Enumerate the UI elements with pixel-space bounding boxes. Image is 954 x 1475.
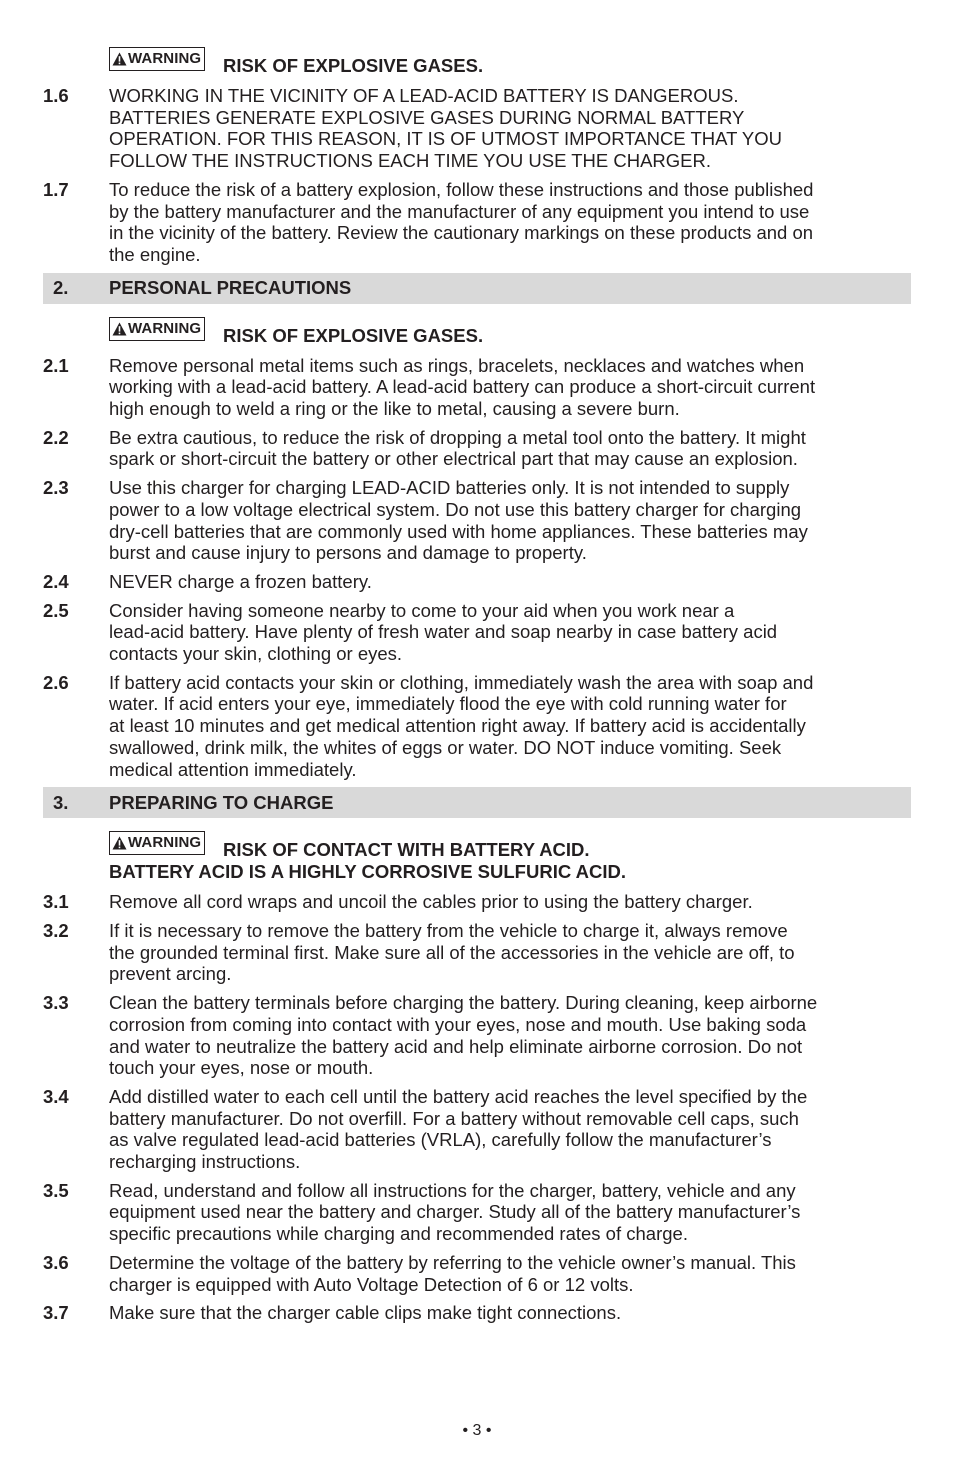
section-title: PERSONAL PRECAUTIONS <box>109 277 352 299</box>
warning-label: WARNING <box>128 319 202 337</box>
list-item <box>0 1302 954 1324</box>
section-number: 3. <box>53 791 69 813</box>
list-item <box>0 427 954 470</box>
list-item <box>0 179 954 266</box>
warning-triangle-icon <box>112 52 127 66</box>
item-text: Add distilled water to each cell until the battery acid reaches the level specified by the battery manufacturer. Do not overfill. For a battery without removable cell caps, such as valve regulated lead-acid batteries (VRLA), carefully follow the manufacturer’s recharging instructions. <box>109 1085 808 1173</box>
warning-heading: RISK OF EXPLOSIVE GASES. <box>223 55 484 76</box>
item-text: Read, understand and follow all instructions for the charger, battery, vehicle and any equipment used near the battery and charger. Study all of the battery manufacturer’s specific precautions while charging and recommended rates of charge. <box>109 1179 801 1245</box>
warning-badge <box>109 831 205 855</box>
list-item <box>0 600 954 665</box>
list-item <box>0 85 954 172</box>
warning-badge <box>109 317 205 341</box>
item-text: Be extra cautious, to reduce the risk of dropping a metal tool onto the battery. It might spark or short-circuit the battery or other electrical part that may cause an explosion. <box>109 426 806 470</box>
item-text: To reduce the risk of a battery explosion, follow these instructions and those published by the battery manufacturer and the manufacturer of any equipment you intend to use in the vicinity of the battery. Review the cautionary markings on these products and on the engine. <box>109 178 814 265</box>
section-number: 2. <box>53 277 69 299</box>
item-number: 3.5 <box>43 1179 69 1201</box>
list-item <box>0 920 954 985</box>
list-item <box>0 1086 954 1173</box>
warning-badge <box>109 47 205 71</box>
list-item <box>0 1252 954 1295</box>
item-number: 2.1 <box>43 354 69 376</box>
warning-label: WARNING <box>128 834 202 852</box>
list-item <box>0 355 954 420</box>
warning-heading: RISK OF CONTACT WITH BATTERY ACID. <box>223 839 590 861</box>
item-text: Clean the battery terminals before charging the battery. During cleaning, keep airborne corrosion from coming into contact with your eyes, nose and mouth. Use baking soda and water to neutralize the battery acid and help eliminate airborne corrosion. Do not touch your eyes, nose or mouth. <box>109 992 818 1079</box>
warning-triangle-icon <box>112 322 127 336</box>
item-text: Remove all cord wraps and uncoil the cables prior to using the battery charger. <box>109 891 753 913</box>
item-number: 2.3 <box>43 477 69 499</box>
item-number: 2.4 <box>43 570 69 592</box>
list-item <box>0 1180 954 1245</box>
item-text: Remove personal metal items such as rings, bracelets, necklaces and watches when working with a lead-acid battery. A lead-acid battery can produce a short-circuit current high enough to weld a ring or the like to metal, causing a severe burn. <box>109 354 816 420</box>
item-text: Determine the voltage of the battery by referring to the vehicle owner’s manual. This charger is equipped with Auto Voltage Detection of 6 or 12 volts. <box>109 1251 796 1295</box>
section-title: PREPARING TO CHARGE <box>109 791 334 813</box>
list-item <box>0 992 954 1079</box>
warning-triangle-icon <box>112 836 127 850</box>
warning-heading: RISK OF EXPLOSIVE GASES. <box>223 324 484 346</box>
item-text: If it is necessary to remove the battery from the vehicle to charge it, always remove the grounded terminal first. Make sure all of the accessories in the vehicle are off, to prevent arcing. <box>109 919 795 985</box>
item-number: 1.7 <box>43 178 69 200</box>
item-number: 3.4 <box>43 1085 69 1107</box>
item-number: 1.6 <box>43 85 69 106</box>
manual-page <box>0 40 954 1331</box>
section-header-preparing-to-charge <box>43 787 911 818</box>
item-text: WORKING IN THE VICINITY OF A LEAD-ACID BATTERY IS DANGEROUS. BATTERIES GENERATE EXPLOSIVE GASES DURING NORMAL BATTERY OPERATION. FOR THIS REASON, IT IS OF UTMOST IMPORTANCE THAT YOU FOLLOW THE INSTRUCTIONS EACH TIME YOU USE THE CHARGER. <box>109 85 782 172</box>
section-header-personal-precautions <box>43 273 911 304</box>
item-number: 2.5 <box>43 599 69 621</box>
list-item <box>0 571 954 593</box>
item-number: 2.6 <box>43 671 69 693</box>
warning-block-2 <box>109 310 954 347</box>
warning-block-3 <box>109 824 954 883</box>
item-text: Make sure that the charger cable clips make tight connections. <box>109 1302 622 1324</box>
warning-subheading: BATTERY ACID IS A HIGHLY CORROSIVE SULFURIC ACID. <box>109 861 627 883</box>
page-number: • 3 • <box>462 1422 492 1439</box>
item-number: 2.2 <box>43 426 69 448</box>
list-item <box>0 672 954 781</box>
item-number: 3.2 <box>43 919 69 941</box>
item-number: 3.3 <box>43 992 69 1014</box>
list-item <box>0 891 954 913</box>
warning-block-1 <box>109 40 954 77</box>
item-number: 3.6 <box>43 1251 69 1273</box>
item-text: Use this charger for charging LEAD-ACID batteries only. It is not intended to supply power to a low voltage electrical system. Do not use this battery charger for charging dry-cell batteries that are commonly used with home appliances. These batteries may burst and cause injury to persons and damage to property. <box>109 477 808 564</box>
item-text: If battery acid contacts your skin or clothing, immediately wash the area with soap and water. If acid enters your eye, immediately flood the eye with cold running water for at least 10 minutes and get medical attention right away. If battery acid is accidentally swallowed, drink milk, the whites of eggs or water. DO NOT induce vomiting. Seek medical attention immediately. <box>109 671 814 780</box>
item-number: 3.7 <box>43 1302 69 1324</box>
item-text: NEVER charge a frozen battery. <box>109 570 372 592</box>
warning-label: WARNING <box>128 50 202 67</box>
item-number: 3.1 <box>43 891 69 913</box>
list-item <box>0 477 954 564</box>
item-text: Consider having someone nearby to come to your aid when you work near a lead-acid battery. Have plenty of fresh water and soap nearby in case battery acid contacts your skin, clothing or eyes. <box>109 599 778 665</box>
